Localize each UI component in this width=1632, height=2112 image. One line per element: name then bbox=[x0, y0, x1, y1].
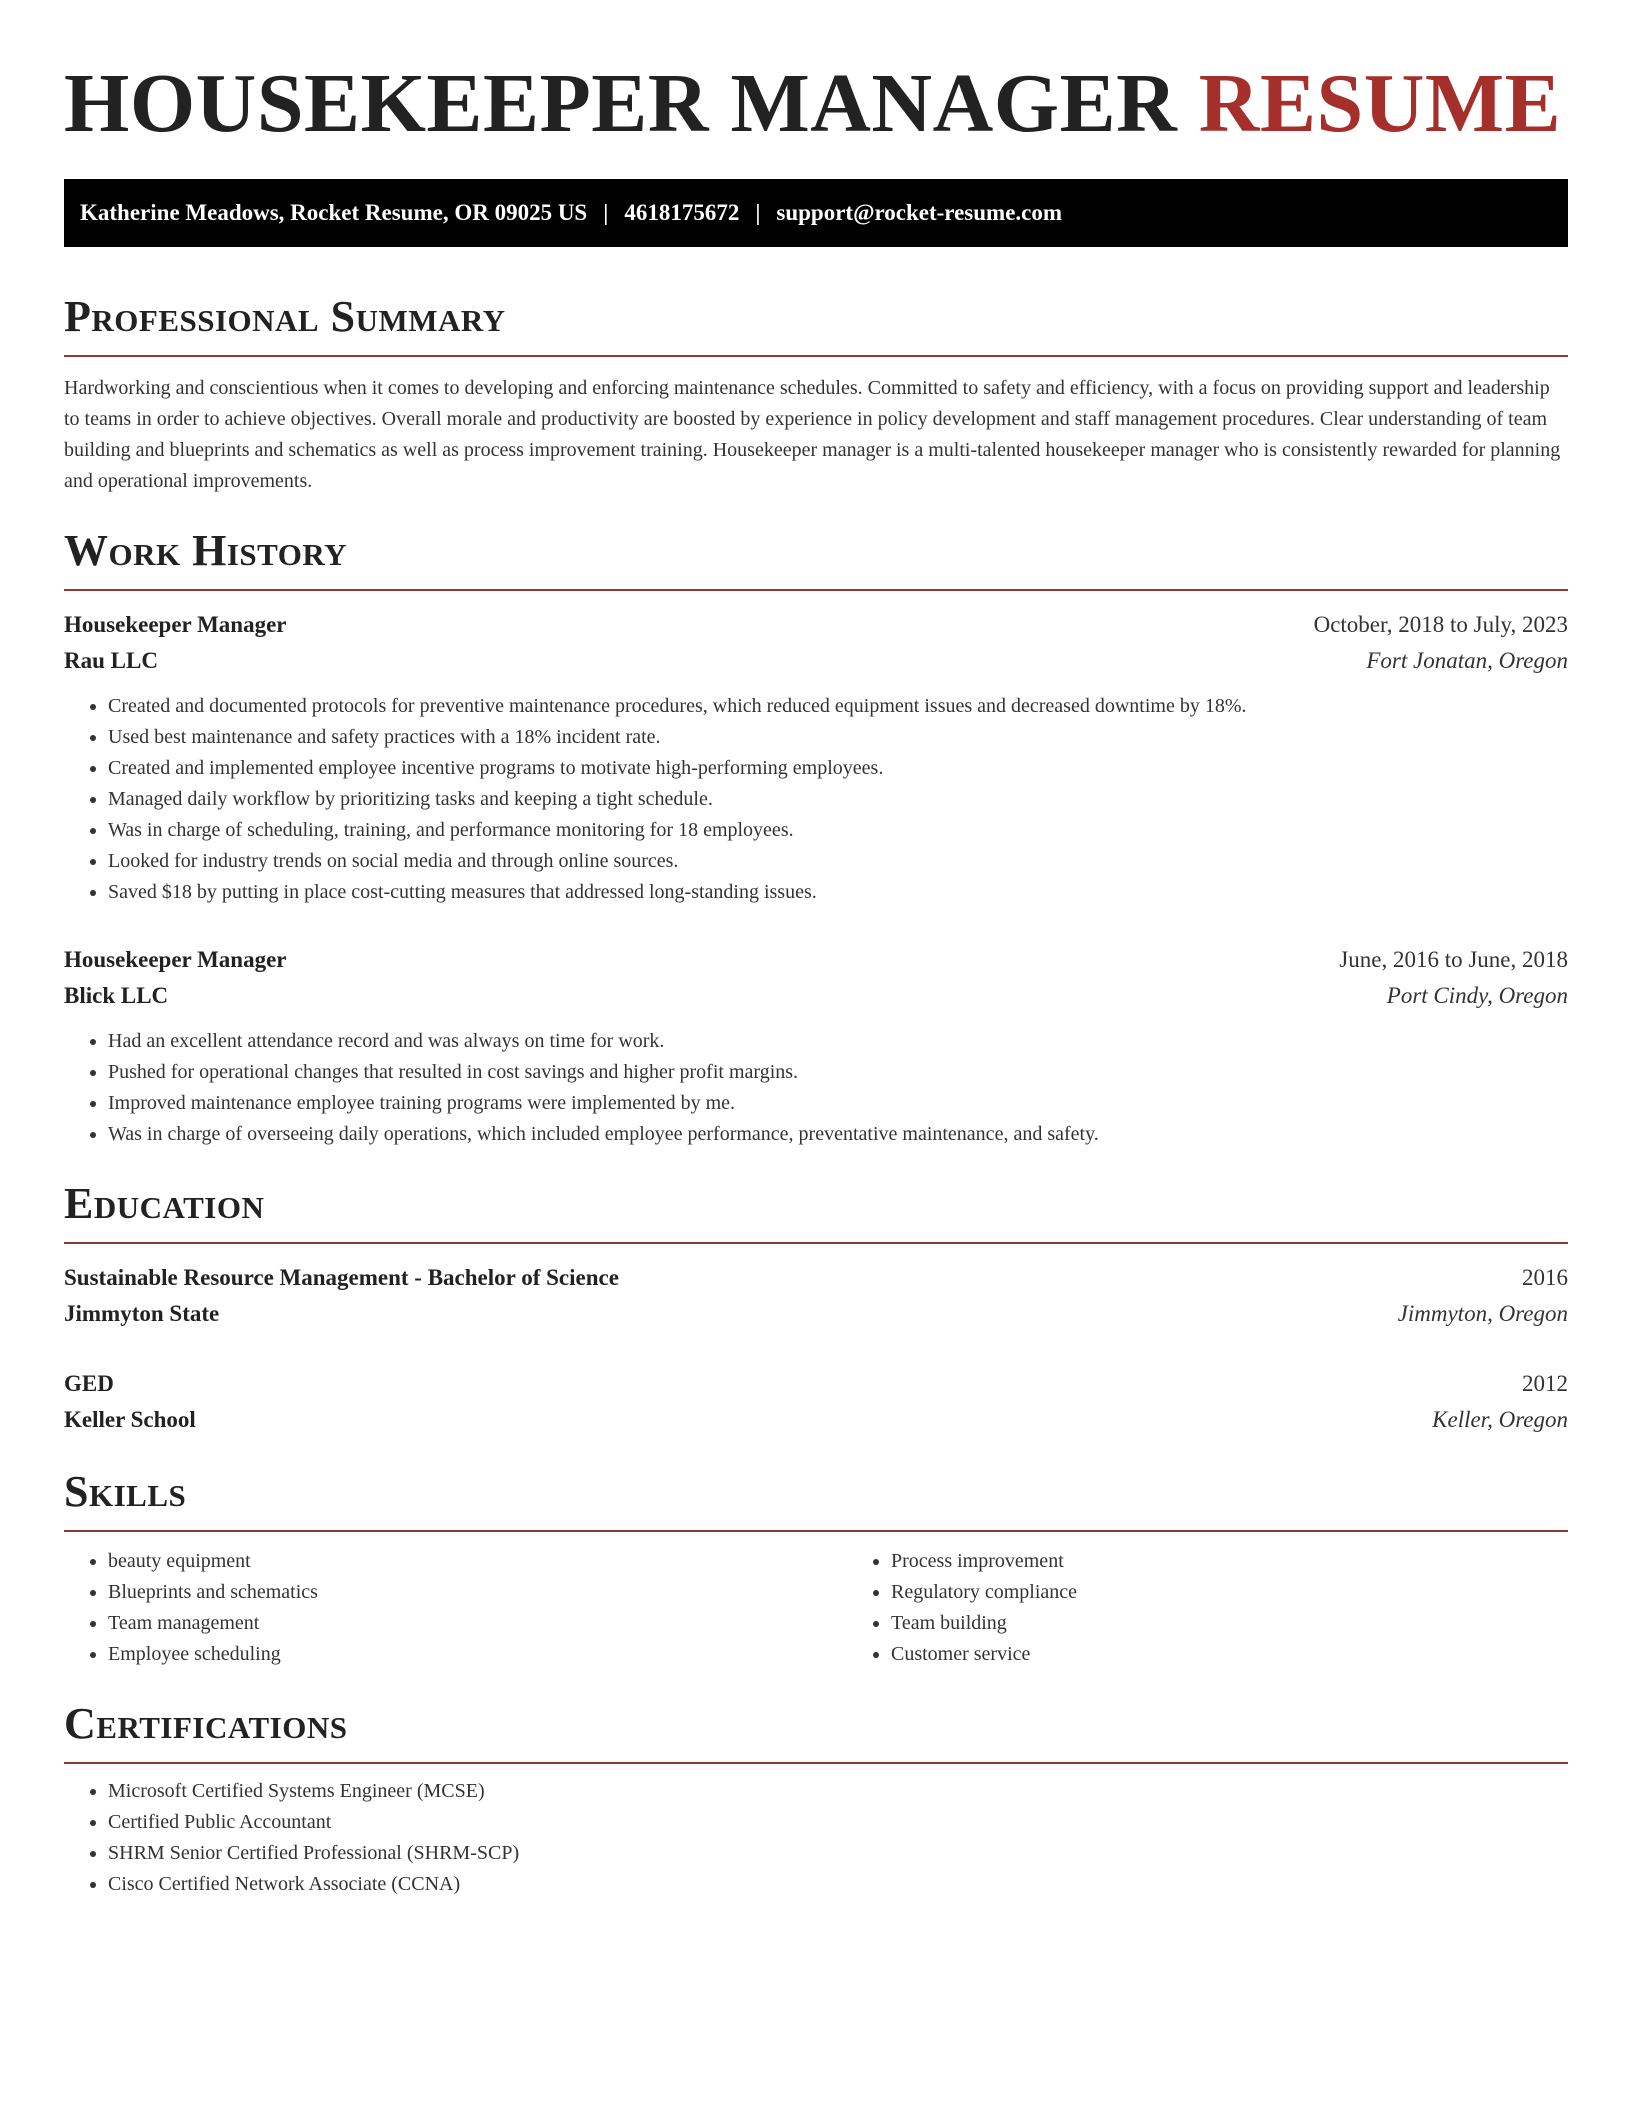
professional-summary-section bbox=[64, 291, 1568, 497]
certification-item: • Certified Public Accountant bbox=[108, 1807, 1568, 1838]
certification-item: • Cisco Certified Network Associate (CCNA) bbox=[108, 1869, 1568, 1900]
skills-grid bbox=[64, 1546, 1568, 1670]
section-divider bbox=[64, 355, 1568, 357]
job-bullet: • Pushed for operational changes that resulted in cost savings and higher profit margins. bbox=[108, 1057, 1568, 1088]
education-school: Keller School bbox=[64, 1407, 196, 1432]
job-bullet: • Created and implemented employee incentive programs to motivate high-performing employees. bbox=[108, 753, 1568, 784]
education-school: Jimmyton State bbox=[64, 1301, 220, 1326]
job-header-row bbox=[64, 607, 1568, 643]
section-divider bbox=[64, 1242, 1568, 1244]
job-bullet: • Had an excellent attendance record and was always on time for work. bbox=[108, 1026, 1568, 1057]
job-bullet: • Improved maintenance employee training programs were implemented by me. bbox=[108, 1088, 1568, 1119]
job-bullets bbox=[64, 1026, 1568, 1150]
job-location: Port Cindy, Oregon bbox=[1386, 983, 1568, 1008]
education-school-row bbox=[64, 1402, 1568, 1438]
education-location: Keller, Oregon bbox=[1432, 1407, 1568, 1432]
job-bullet: • Was in charge of overseeing daily operations, which included employee performance, preventative maintenance, and safety. bbox=[108, 1119, 1568, 1150]
section-heading-education: Education bbox=[64, 1179, 265, 1228]
job-company: Rau LLC bbox=[64, 648, 158, 673]
certification-item: • SHRM Senior Certified Professional (SHRM-SCP) bbox=[108, 1838, 1568, 1869]
skill-item: • Process improvement bbox=[891, 1546, 1568, 1577]
job-title: Housekeeper Manager bbox=[64, 947, 287, 972]
education-entry bbox=[64, 1260, 1568, 1332]
job-header-row bbox=[64, 942, 1568, 978]
section-divider bbox=[64, 1762, 1568, 1764]
job-company: Blick LLC bbox=[64, 983, 169, 1008]
education-degree-row bbox=[64, 1366, 1568, 1402]
skill-item: • Team building bbox=[891, 1608, 1568, 1639]
job-entry bbox=[64, 942, 1568, 1150]
resume-title bbox=[64, 58, 1568, 150]
skills-section bbox=[64, 1466, 1568, 1670]
skill-item: • Employee scheduling bbox=[108, 1639, 847, 1670]
contact-separator: | bbox=[755, 200, 761, 225]
section-heading-work: Work History bbox=[64, 526, 348, 575]
job-bullet: • Used best maintenance and safety practices with a 18% incident rate. bbox=[108, 722, 1568, 753]
contact-phone: 4618175672 bbox=[624, 200, 740, 225]
job-location: Fort Jonatan, Oregon bbox=[1366, 648, 1568, 673]
certification-item: • Microsoft Certified Systems Engineer (MCSE) bbox=[108, 1776, 1568, 1807]
job-bullet: • Saved $18 by putting in place cost-cutting measures that addressed long-standing issues. bbox=[108, 877, 1568, 908]
contact-bar bbox=[64, 179, 1568, 247]
contact-separator: | bbox=[603, 200, 609, 225]
job-bullet: • Looked for industry trends on social media and through online sources. bbox=[108, 846, 1568, 877]
education-school-row bbox=[64, 1296, 1568, 1332]
education-degree: GED bbox=[64, 1371, 114, 1396]
skill-item: • Regulatory compliance bbox=[891, 1577, 1568, 1608]
job-bullets bbox=[64, 691, 1568, 908]
education-degree-row bbox=[64, 1260, 1568, 1296]
section-heading-certifications: Certifications bbox=[64, 1699, 348, 1748]
summary-text: Hardworking and conscientious when it comes to developing and enforcing maintenance schedules. Committed to safety and efficiency, with a focus on providing support and leadership to teams in order to achieve objectives. Overall morale and productivity are boosted by experience in policy development and staff management procedures. Clear understanding of team building and blueprints and schematics as well as process improvement training. Housekeeper manager is a multi-talented housekeeper manager who is consistently rewarded for planning and operational improvements. bbox=[64, 377, 1561, 492]
education-year: 2016 bbox=[1522, 1265, 1568, 1290]
education-year: 2012 bbox=[1522, 1371, 1568, 1396]
section-divider bbox=[64, 589, 1568, 591]
job-bullet: • Was in charge of scheduling, training, and performance monitoring for 18 employees. bbox=[108, 815, 1568, 846]
skill-item: • Blueprints and schematics bbox=[108, 1577, 847, 1608]
title-accent: RESUME bbox=[1198, 57, 1562, 150]
job-company-row bbox=[64, 643, 1568, 679]
job-bullet: • Created and documented protocols for preventive maintenance procedures, which reduced equipment issues and decreased downtime by 18%. bbox=[108, 691, 1568, 722]
skills-column-left bbox=[64, 1546, 847, 1670]
education-entry bbox=[64, 1366, 1568, 1438]
work-history-section bbox=[64, 525, 1568, 1150]
education-section bbox=[64, 1178, 1568, 1438]
contact-email: support@rocket-resume.com bbox=[776, 200, 1063, 225]
job-dates: June, 2016 to June, 2018 bbox=[1339, 947, 1568, 972]
job-title: Housekeeper Manager bbox=[64, 612, 287, 637]
section-heading-summary: Professional Summary bbox=[64, 292, 506, 341]
skill-item: • beauty equipment bbox=[108, 1546, 847, 1577]
skills-column-right bbox=[847, 1546, 1568, 1670]
skill-item: • Customer service bbox=[891, 1639, 1568, 1670]
contact-address: Katherine Meadows, Rocket Resume, OR 09025 US bbox=[80, 200, 588, 225]
education-location: Jimmyton, Oregon bbox=[1397, 1301, 1568, 1326]
job-bullet: • Managed daily workflow by prioritizing tasks and keeping a tight schedule. bbox=[108, 784, 1568, 815]
job-company-row bbox=[64, 978, 1568, 1014]
education-degree: Sustainable Resource Management - Bachelor of Science bbox=[64, 1265, 619, 1290]
job-dates: October, 2018 to July, 2023 bbox=[1313, 612, 1568, 637]
section-divider bbox=[64, 1530, 1568, 1532]
skill-item: • Team management bbox=[108, 1608, 847, 1639]
certifications-list bbox=[64, 1776, 1568, 1900]
section-heading-skills: Skills bbox=[64, 1467, 187, 1516]
certifications-section bbox=[64, 1698, 1568, 1900]
title-main: HOUSEKEEPER MANAGER bbox=[64, 57, 1178, 150]
job-entry bbox=[64, 607, 1568, 908]
